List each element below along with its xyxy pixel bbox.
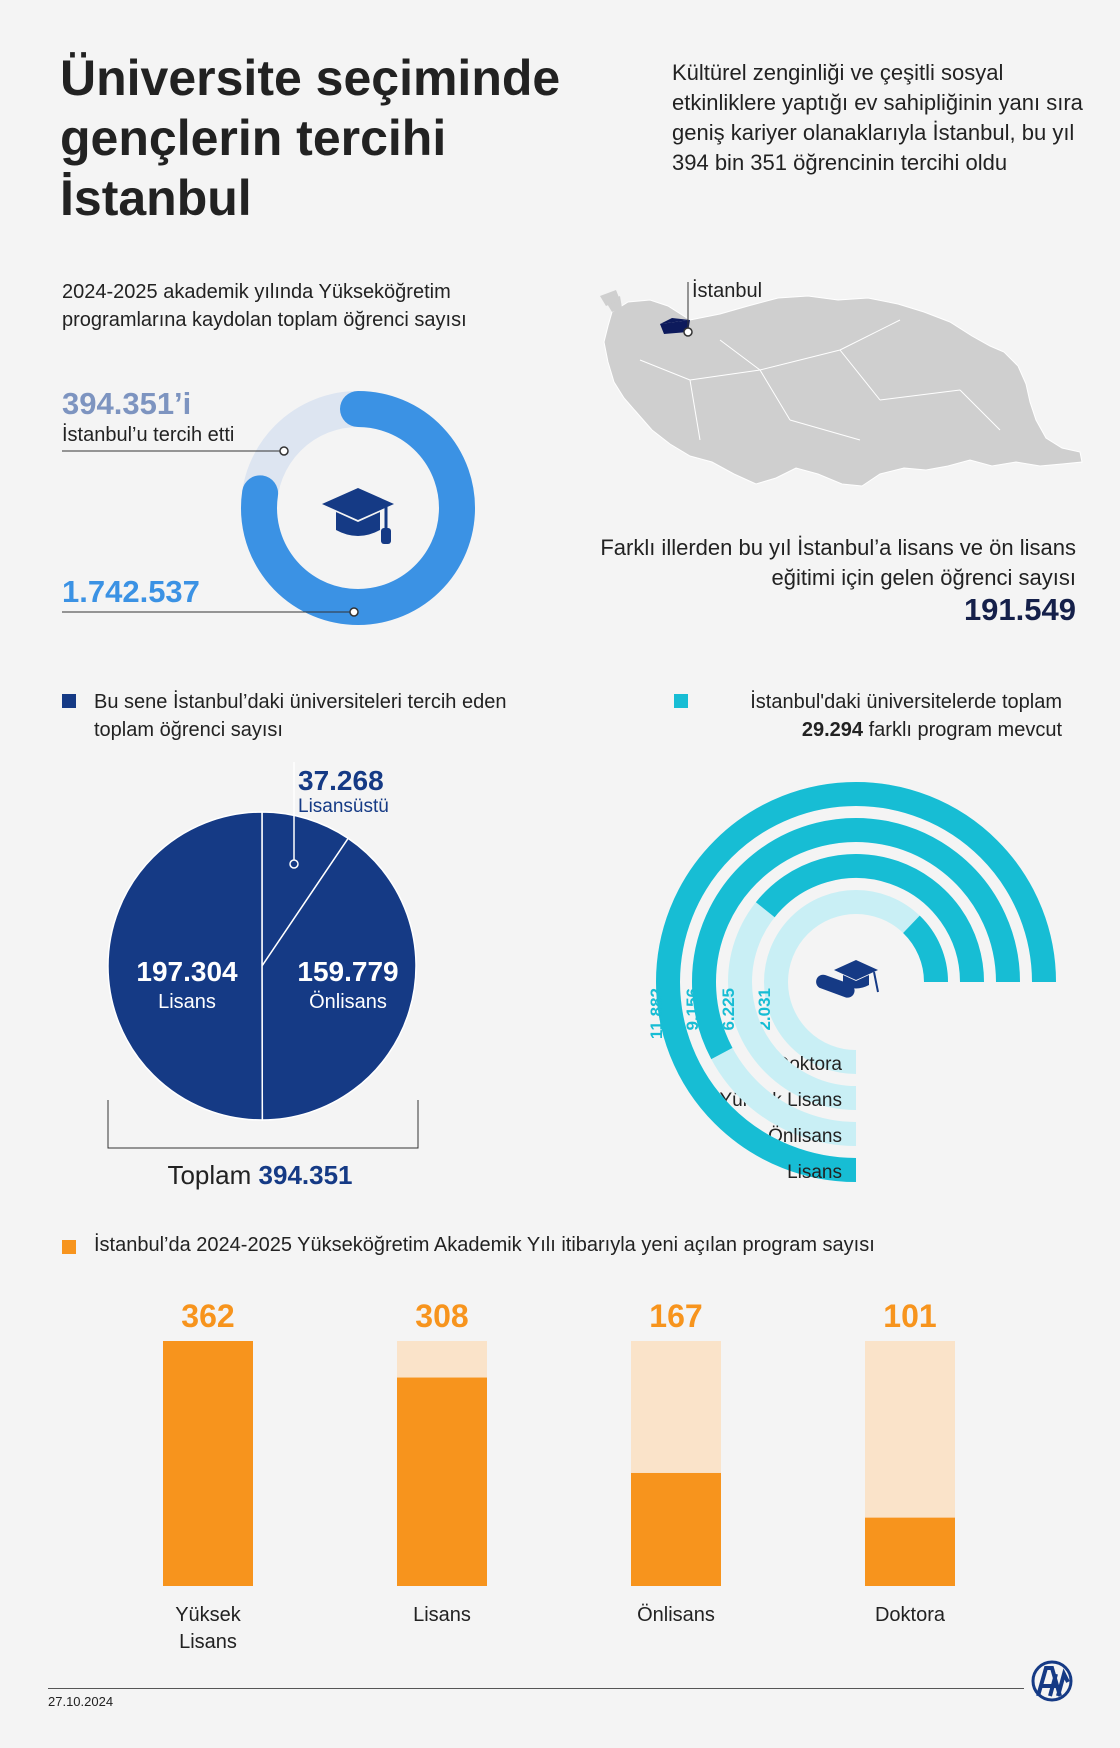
ring-value-3: 11.882 xyxy=(647,988,666,1040)
bar-chart xyxy=(163,1298,955,1653)
istanbul-label: İstanbul’u tercih etti xyxy=(62,424,235,446)
pie-total-label: Toplam xyxy=(167,1160,252,1190)
ring-value-1: 6.225 xyxy=(719,988,738,1031)
turkey-map xyxy=(600,282,1082,486)
intro-text: Kültürel zenginliği ve çeşitli sosyal etkinliklere yaptığı ev sahipliğinin yanı sıra geniş kariyer olanaklarıyla İstanbul, bu yıl 394 bin 351 öğrencinin tercihi oldu xyxy=(672,60,1083,175)
pie-value-onlisans: 159.779 xyxy=(297,956,399,987)
bar-0 xyxy=(163,1341,253,1586)
istanbul-leader-dot xyxy=(280,447,288,455)
graduation-cap-icon xyxy=(322,488,394,544)
bar-2 xyxy=(631,1473,721,1586)
bar-legend-swatch xyxy=(62,1240,76,1254)
map-caption: Farklı illerden bu yıl İstanbul’a lisans ve ön lisans eğitimi için gelen öğrenci sayısı xyxy=(600,535,1076,590)
pie-chart xyxy=(108,765,416,1120)
ring-label-0: Doktora xyxy=(775,1054,842,1075)
ring-label-1: Yüksek Lisans xyxy=(719,1090,842,1111)
ring-label-2: Önlisans xyxy=(768,1126,842,1147)
bar-label-3-0: Doktora xyxy=(874,1604,946,1626)
ring-bar-doktora xyxy=(911,924,936,982)
bar-3 xyxy=(865,1518,955,1586)
ring-label-3: Lisans xyxy=(787,1162,842,1183)
aa-logo xyxy=(1030,1660,1074,1702)
bar-label-2-0: Önlisans xyxy=(637,1604,715,1626)
footer-divider xyxy=(48,1688,1024,1689)
pie-value-lisansustu: 37.268 xyxy=(298,765,384,796)
bar-value-0: 362 xyxy=(181,1298,235,1334)
ring-legend-value: 29.294 xyxy=(801,719,864,741)
pie-total-value: 394.351 xyxy=(258,1160,353,1190)
ring-legend xyxy=(700,688,1062,744)
pie-legend-swatch xyxy=(62,694,76,708)
pie-label-lisansustu: Lisansüstü xyxy=(298,796,389,817)
bar-label-1-0: Lisans xyxy=(413,1604,471,1626)
map-value: 191.549 xyxy=(963,592,1076,627)
bar-label-0-0: Yüksek xyxy=(175,1604,241,1626)
bar-value-3: 101 xyxy=(883,1298,937,1334)
bar-label-0-1: Lisans xyxy=(179,1631,237,1653)
total-value: 1.742.537 xyxy=(62,574,200,609)
bar-1 xyxy=(397,1378,487,1586)
bar-value-1: 308 xyxy=(415,1298,469,1334)
pie-label-onlisans: Önlisans xyxy=(309,991,387,1013)
pie-value-lisans: 197.304 xyxy=(136,956,238,987)
map-label: İstanbul xyxy=(692,280,763,302)
pie-legend: Bu sene İstanbul’daki üniversiteleri tercih eden toplam öğrenci sayısı xyxy=(94,691,507,741)
donut-caption: 2024-2025 akademik yılında Yükseköğretim programlarına kaydolan toplam öğrenci sayısı xyxy=(62,281,467,331)
page-title: Üniversite seçiminde gençlerin tercihi İstanbul xyxy=(60,50,561,226)
ring-legend-swatch xyxy=(674,694,688,708)
ring-legend-line1: İstanbul'daki üniversitelerde toplam xyxy=(750,691,1062,713)
pie-label-lisans: Lisans xyxy=(158,991,216,1013)
diploma-cap-icon xyxy=(814,960,878,1000)
ring-value-2: 9.156 xyxy=(683,988,702,1031)
bar-value-2: 167 xyxy=(649,1298,703,1334)
pie-total xyxy=(98,1160,422,1191)
istanbul-value: 394.351’i xyxy=(62,386,192,421)
lisansustu-leader-dot xyxy=(290,860,298,868)
bar-legend: İstanbul’da 2024-2025 Yükseköğretim Akademik Yılı itibarıyla yeni açılan program sayısı xyxy=(94,1234,875,1256)
total-leader-dot xyxy=(350,608,358,616)
ring-value-0: 2.031 xyxy=(755,988,774,1031)
footer-date: 27.10.2024 xyxy=(48,1694,114,1709)
ring-legend-rest: farklı program mevcut xyxy=(868,719,1062,741)
